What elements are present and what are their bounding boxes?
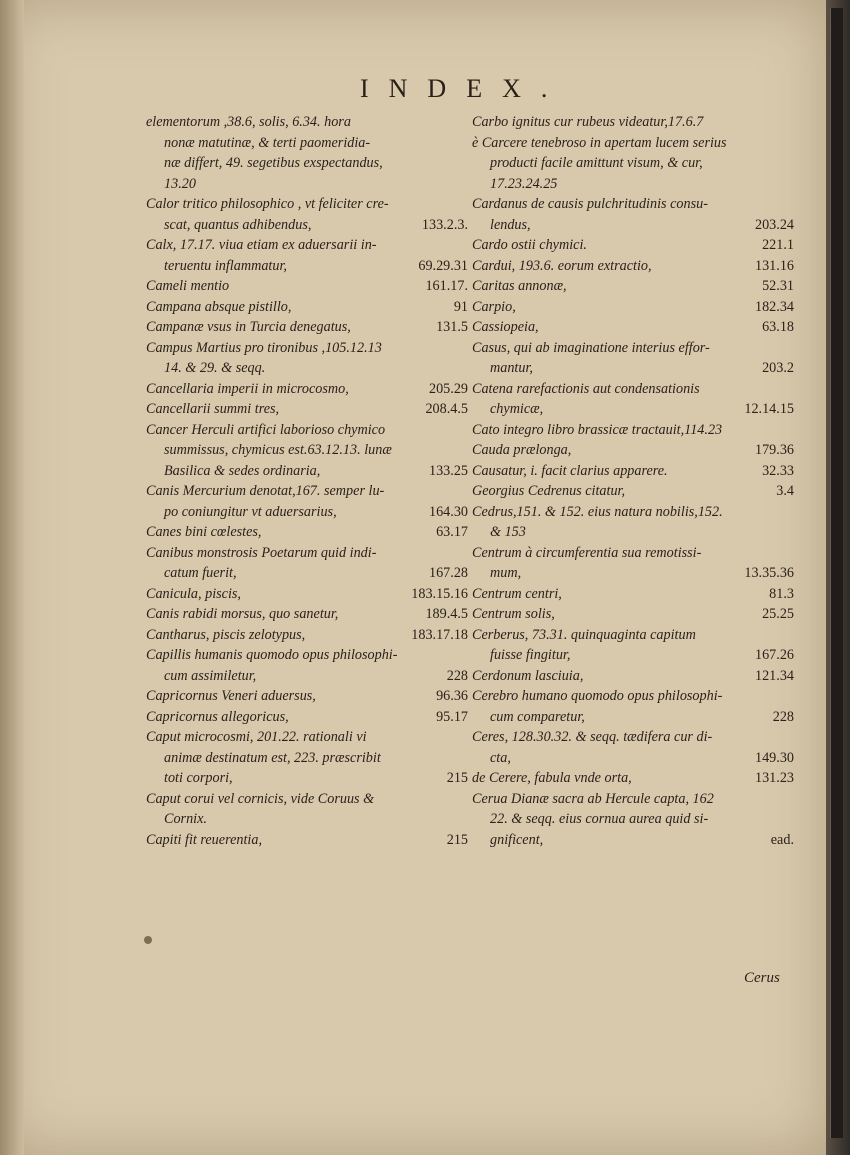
index-entry-text: Ceres, 128.30.32. & seqq. tædifera cur di- [472, 729, 713, 745]
index-entry-text: cum assimiletur, [164, 667, 257, 684]
index-entry [146, 317, 468, 338]
index-entry-line [472, 420, 794, 441]
index-entry-text: de Cerere, fabula vnde orta, [472, 770, 632, 786]
page-reference: 63.18 [762, 319, 794, 335]
index-entry [472, 297, 794, 318]
index-entry-text: 22. & seqq. eius cornua aurea quid si- [490, 811, 709, 827]
index-entry-text: catum fuerit, [164, 565, 237, 581]
index-entry [146, 604, 468, 625]
page-reference: 203.2 [762, 360, 794, 376]
index-entry-line [472, 133, 794, 154]
index-column-right [472, 112, 794, 850]
index-entry-text: Calor tritico philosophico , vt feliciter cre- [146, 196, 389, 212]
page-reference: ead. [770, 831, 794, 848]
index-entry-text: Cardanus de causis pulchritudinis consu- [472, 196, 708, 212]
index-entry-line [146, 358, 468, 379]
index-entry [472, 461, 794, 482]
index-entry-line [146, 789, 468, 810]
index-entry [146, 830, 468, 851]
index-entry-text: summissus, chymicus est.63.12.13. lunæ [164, 442, 392, 458]
index-entry-text: Centrum à circumferentia sua remotissi- [472, 544, 702, 561]
index-entry-line [146, 153, 468, 174]
page-reference: 131.23 [754, 770, 794, 786]
index-entry [146, 194, 468, 235]
index-entry-line [146, 297, 468, 318]
index-entry [146, 235, 468, 276]
index-entry [472, 379, 794, 420]
index-entry-text: Catena rarefactionis aut condensationis [472, 380, 700, 397]
index-entry-line [472, 276, 794, 297]
index-entry-text: animæ destinatum est, 223. præscribit [164, 749, 381, 766]
index-entry-text: Caritas annonæ, [472, 278, 567, 294]
index-entry-line [146, 604, 468, 625]
index-entry [472, 727, 794, 768]
index-entry-text: Carpio, [472, 298, 516, 315]
page-reference: 96.36 [436, 688, 468, 704]
index-entry-text: Calx, 17.17. viua etiam ex aduersarii in- [146, 237, 377, 253]
page-reference: 25.25 [762, 606, 794, 622]
index-entry-text: scat, quantus adhibendus, [164, 216, 312, 233]
page-reference: 121.34 [754, 667, 794, 684]
index-entry-line [472, 338, 794, 359]
index-entry-line [146, 461, 468, 482]
index-entry-text: Canicula, piscis, [146, 585, 241, 602]
index-entry [472, 584, 794, 605]
index-entry-text: 14. & 29. & seqq. [164, 360, 266, 376]
index-entry-text: Caput corui vel cornicis, vide Coruus & [146, 790, 375, 807]
index-entry [146, 338, 468, 379]
page-reference: 32.33 [762, 462, 794, 479]
page-reference: 189.4.5 [425, 606, 468, 622]
index-entry-line [146, 686, 468, 707]
index-entry [472, 276, 794, 297]
index-entry [472, 686, 794, 727]
index-entry-text: Capillis humanis quomodo opus philosophi- [146, 647, 398, 663]
page-reference: 95.17 [436, 708, 468, 725]
index-column-left [146, 112, 468, 850]
index-entry [146, 543, 468, 584]
index-entry-text: Campanæ vsus in Turcia denegatus, [146, 319, 351, 335]
index-entry-text: Campana absque pistillo, [146, 298, 292, 315]
index-entry [146, 522, 468, 543]
index-entry-text: Canis Mercurium denotat,167. semper lu- [146, 483, 385, 499]
index-entry-text: mantur, [490, 360, 533, 376]
index-entry-line [146, 174, 468, 195]
index-entry-line [146, 522, 468, 543]
index-entry-text: Capiti fit reuerentia, [146, 831, 262, 848]
index-entry-line [472, 604, 794, 625]
page-reference: 167.28 [428, 565, 468, 581]
index-entry-line [146, 317, 468, 338]
index-entry [146, 727, 468, 789]
index-entry [472, 481, 794, 502]
index-entry-line [146, 235, 468, 256]
index-entry-text: Cantharus, piscis zelotypus, [146, 626, 306, 643]
index-entry-text: po coniungitur vt aduersarius, [164, 503, 337, 520]
index-entry-line [146, 707, 468, 728]
index-entry [472, 112, 794, 133]
index-entry-text: Basilica & sedes ordinaria, [164, 462, 321, 479]
page-reference: 149.30 [754, 749, 794, 766]
index-entry-line [472, 563, 794, 584]
index-entry-line [472, 686, 794, 707]
index-entry [146, 707, 468, 728]
index-entry-text: Cameli mentio [146, 278, 230, 294]
page-reference: 215 [446, 770, 468, 786]
index-entry-line [472, 194, 794, 215]
index-entry-line [146, 112, 468, 133]
index-entry-text: Cerberus, 73.31. quinquaginta capitum [472, 626, 696, 643]
page-reference: 13.35.36 [744, 565, 794, 581]
index-entry-line [146, 645, 468, 666]
index-entry-text: mum, [490, 565, 522, 581]
index-entry-text: Caput microcosmi, 201.22. rationali vi [146, 729, 367, 745]
index-entry-line [146, 338, 468, 359]
index-entry-text: elementorum ,38.6, solis, 6.34. hora [146, 114, 351, 130]
page-reference: 183.15.16 [411, 585, 468, 602]
index-entry-line [472, 317, 794, 338]
index-entry-text: Cancellarii summi tres, [146, 401, 280, 417]
index-entry [472, 338, 794, 379]
index-entry-text: cta, [490, 749, 511, 766]
index-entry-line [472, 297, 794, 318]
page-reference: 81.3 [769, 585, 794, 602]
page-reference: 167.26 [754, 647, 794, 663]
index-entry [472, 789, 794, 851]
index-entry-text: Cerdonum lasciuia, [472, 667, 584, 684]
index-entry-line [472, 358, 794, 379]
index-entry-line [146, 563, 468, 584]
index-entry-text: Canis rabidi morsus, quo sanetur, [146, 606, 339, 622]
index-entry-text: Cardui, 193.6. eorum extractio, [472, 257, 652, 274]
index-entry-text: Campus Martius pro tironibus ,105.12.13 [146, 339, 382, 356]
index-entry-text: & 153 [490, 524, 526, 540]
index-entry-text: Cancellaria imperii in microcosmo, [146, 380, 349, 397]
page-reference: 183.17.18 [411, 626, 468, 643]
index-entry-text: Canes bini cœlestes, [146, 524, 262, 540]
index-entry-line [472, 645, 794, 666]
index-entry-line [472, 112, 794, 133]
index-entry-text: Capricornus Veneri aduersus, [146, 688, 316, 704]
index-entry-line [146, 748, 468, 769]
index-entry-text: Cerua Dianæ sacra ab Hercule capta, 162 [472, 790, 714, 807]
index-entry [146, 276, 468, 297]
index-entry [472, 625, 794, 666]
index-entry [146, 379, 468, 400]
index-entry-line [472, 399, 794, 420]
index-entry-line [472, 522, 794, 543]
index-entry-text: Cato integro libro brassicæ tractauit,114.23 [472, 421, 723, 438]
index-entry [146, 112, 468, 194]
index-entry [472, 440, 794, 461]
page-gutter-edge [0, 0, 24, 1155]
index-entry-line [472, 461, 794, 482]
page-reference: 3.4 [776, 483, 794, 499]
index-entry-line [146, 215, 468, 236]
index-entry-line [472, 748, 794, 769]
index-entry-line [472, 502, 794, 523]
index-entry-line [472, 768, 794, 789]
index-entry-text: Centrum solis, [472, 606, 555, 622]
page-reference: 221.1 [762, 237, 794, 253]
index-entry-line [472, 379, 794, 400]
index-entry [472, 543, 794, 584]
index-entry-line [146, 276, 468, 297]
page-reference: 133.2.3. [421, 216, 468, 233]
index-entry-line [146, 768, 468, 789]
index-entry-text: Cauda prælonga, [472, 442, 572, 458]
index-entry-line [472, 830, 794, 851]
page-reference: 164.30 [428, 503, 468, 520]
index-entry [472, 256, 794, 277]
page-reference: 208.4.5 [425, 401, 468, 417]
page-reference: 215 [446, 831, 468, 848]
index-entry [146, 481, 468, 522]
index-entry-text: Cerebro humano quomodo opus philosophi- [472, 688, 723, 704]
index-entry-line [472, 481, 794, 502]
index-entry-line [146, 481, 468, 502]
index-entry-text: fuisse fingitur, [490, 647, 571, 663]
index-entry [146, 420, 468, 482]
paper-stain [144, 936, 152, 944]
index-entry-text: è Carcere tenebroso in apertam lucem serius [472, 134, 727, 151]
index-entry-line [472, 625, 794, 646]
index-entry [472, 194, 794, 235]
index-entry [146, 789, 468, 830]
page-reference: 131.16 [754, 257, 794, 274]
index-entry-text: Cedrus,151. & 152. eius natura nobilis,152. [472, 503, 723, 520]
index-entry-line [146, 584, 468, 605]
index-entry-text: Causatur, i. facit clarius apparere. [472, 462, 668, 479]
index-entry [472, 666, 794, 687]
index-entry-text: toti corpori, [164, 770, 233, 786]
index-entry-line [472, 666, 794, 687]
page-reference: 91 [453, 298, 468, 315]
index-entry-line [472, 789, 794, 810]
index-entry-text: gnificent, [490, 831, 544, 848]
catchword: Cerus [744, 970, 780, 986]
index-entry-line [146, 830, 468, 851]
index-entry-line [146, 502, 468, 523]
index-entry-line [472, 707, 794, 728]
index-entry-line [472, 543, 794, 564]
index-entry-line [146, 420, 468, 441]
index-entry-line [146, 727, 468, 748]
page-reference: 228 [446, 667, 468, 684]
index-entry-line [472, 440, 794, 461]
index-entry-text: Centrum centri, [472, 585, 562, 602]
page-reference: 203.24 [754, 216, 794, 233]
index-entry-line [146, 809, 468, 830]
index-entry [472, 317, 794, 338]
index-entry-line [146, 399, 468, 420]
index-entry-line [472, 256, 794, 277]
index-entry [146, 645, 468, 686]
index-entry-text: Cornix. [164, 811, 207, 827]
page-reference: 228 [772, 708, 794, 725]
index-entry-text: Capricornus allegoricus, [146, 708, 289, 725]
index-entry-text: producti facile amittunt visum, & cur, [490, 155, 703, 171]
index-entry [472, 604, 794, 625]
index-entry [146, 399, 468, 420]
index-entry-line [472, 215, 794, 236]
index-entry [472, 502, 794, 543]
page-reference: 131.5 [436, 319, 468, 335]
index-entry [146, 297, 468, 318]
index-entry [472, 235, 794, 256]
index-entry-text: Cardo ostii chymici. [472, 237, 587, 253]
index-entry-line [472, 809, 794, 830]
index-entry-text: 13.20 [164, 175, 196, 192]
index-entry-line [146, 133, 468, 154]
index-entry-line [472, 584, 794, 605]
index-entry-line [146, 256, 468, 277]
index-entry-text: Cancer Herculi artifici laborioso chymico [146, 421, 386, 438]
index-entry-text: teruentu inflammatur, [164, 257, 287, 274]
index-entry-text: næ differt, 49. segetibus exspectandus, [164, 155, 383, 171]
page-reference: 205.29 [428, 380, 468, 397]
page-reference: 133.25 [428, 462, 468, 479]
index-entry-text: Canibus monstrosis Poetarum quid indi- [146, 544, 377, 561]
index-entry [472, 768, 794, 789]
index-entry-line [472, 727, 794, 748]
page-reference: 182.34 [754, 298, 794, 315]
index-entry-text: 17.23.24.25 [490, 175, 558, 192]
index-entry-line [146, 543, 468, 564]
index-entry-text: cum comparetur, [490, 708, 585, 725]
page-reference: 179.36 [754, 442, 794, 458]
index-entry-text: Casus, qui ab imaginatione interius effor- [472, 339, 710, 356]
index-entry-text: Carbo ignitus cur rubeus videatur,17.6.7 [472, 114, 704, 130]
index-entry [146, 686, 468, 707]
index-entry-line [146, 666, 468, 687]
index-entry-line [472, 174, 794, 195]
book-cover-strip [830, 8, 843, 1138]
index-entry-line [472, 235, 794, 256]
index-entry-line [146, 625, 468, 646]
page-reference: 63.17 [436, 524, 468, 540]
index-entry-line [472, 153, 794, 174]
index-entry [472, 133, 794, 195]
index-entry-line [146, 440, 468, 461]
index-entry [146, 625, 468, 646]
page-reference: 69.29.31 [418, 257, 468, 274]
index-entry-text: Cassiopeia, [472, 319, 539, 335]
page-reference: 52.31 [762, 278, 794, 294]
index-entry-text: Georgius Cedrenus citatur, [472, 483, 626, 499]
index-entry-text: nonæ matutinæ, & terti paomeridia- [164, 134, 371, 151]
index-entry-text: lendus, [490, 216, 531, 233]
index-entry [472, 420, 794, 441]
page-reference: 12.14.15 [744, 401, 794, 417]
index-entry-text: chymicæ, [490, 401, 544, 417]
adjacent-page-edge [826, 0, 850, 1155]
page-reference: 161.17. [425, 278, 468, 294]
index-entry-line [146, 379, 468, 400]
index-entry [146, 584, 468, 605]
page-title: INDEX. [360, 74, 568, 103]
index-entry-line [146, 194, 468, 215]
